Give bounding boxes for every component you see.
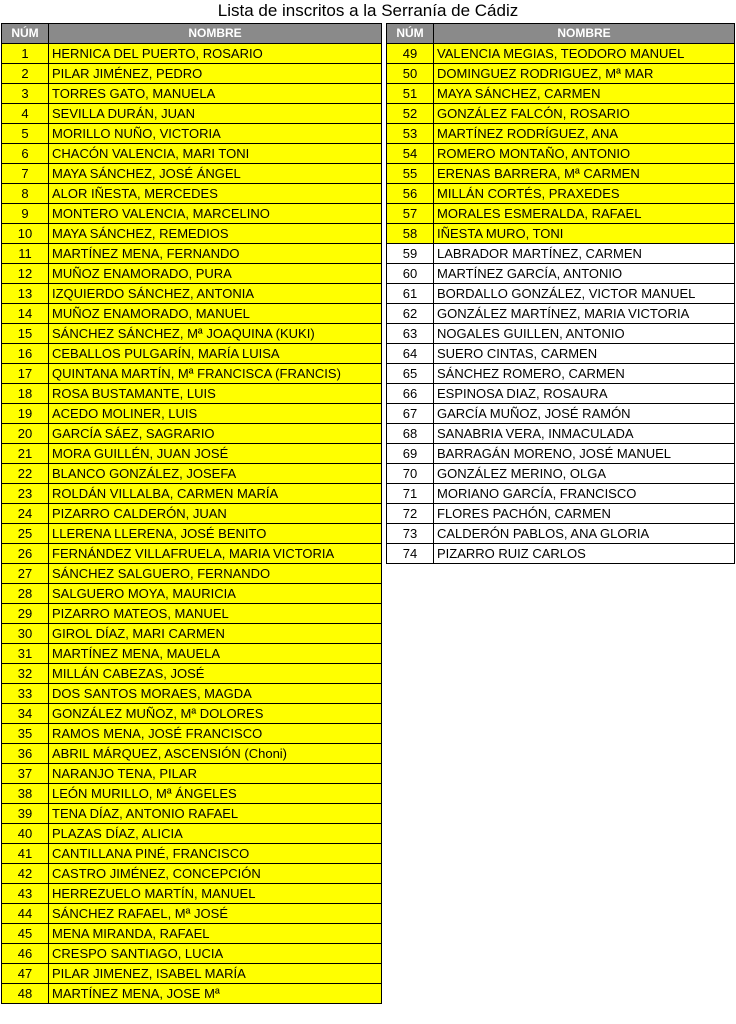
- table-row: [2, 204, 382, 224]
- registrant-name: ESPINOSA DIAZ, ROSAURA: [434, 384, 735, 404]
- registrant-name: MARTÍNEZ RODRÍGUEZ, ANA: [434, 124, 735, 144]
- row-number: 25: [2, 524, 49, 544]
- registrant-name: BLANCO GONZÁLEZ, JOSEFA: [49, 464, 382, 484]
- row-number: 44: [2, 904, 49, 924]
- table-row: [2, 264, 382, 284]
- row-number: 27: [2, 564, 49, 584]
- registrant-name: SALGUERO MOYA, MAURICIA: [49, 584, 382, 604]
- row-number: 30: [2, 624, 49, 644]
- name-column-header: NOMBRE: [49, 24, 382, 44]
- registrant-name: MUÑOZ ENAMORADO, PURA: [49, 264, 382, 284]
- table-row: [387, 284, 735, 304]
- table-row: [2, 244, 382, 264]
- row-number: 72: [387, 504, 434, 524]
- registrant-name: MAYA SÁNCHEZ, REMEDIOS: [49, 224, 382, 244]
- registrant-name: MENA MIRANDA, RAFAEL: [49, 924, 382, 944]
- registrant-name: GARCÍA MUÑOZ, JOSÉ RAMÓN: [434, 404, 735, 424]
- row-number: 62: [387, 304, 434, 324]
- registrant-name: RAMOS MENA, JOSÉ FRANCISCO: [49, 724, 382, 744]
- registrant-name: ROMERO MONTAÑO, ANTONIO: [434, 144, 735, 164]
- table-row: [2, 804, 382, 824]
- row-number: 58: [387, 224, 434, 244]
- table-row: [387, 144, 735, 164]
- registrant-name: LABRADOR MARTÍNEZ, CARMEN: [434, 244, 735, 264]
- row-number: 9: [2, 204, 49, 224]
- table-row: [2, 224, 382, 244]
- row-number: 39: [2, 804, 49, 824]
- table-row: [2, 824, 382, 844]
- registrant-name: FERNÁNDEZ VILLAFRUELA, MARIA VICTORIA: [49, 544, 382, 564]
- registrant-name: SÁNCHEZ ROMERO, CARMEN: [434, 364, 735, 384]
- registrant-name: CRESPO SANTIAGO, LUCIA: [49, 944, 382, 964]
- row-number: 33: [2, 684, 49, 704]
- row-number: 4: [2, 104, 49, 124]
- table-row: [2, 904, 382, 924]
- table-row: [387, 544, 735, 564]
- row-number: 71: [387, 484, 434, 504]
- table-row: [2, 184, 382, 204]
- table-body-right: [387, 44, 735, 564]
- registrant-name: GONZÁLEZ FALCÓN, ROSARIO: [434, 104, 735, 124]
- table-row: [2, 524, 382, 544]
- row-number: 35: [2, 724, 49, 744]
- registrant-name: SÁNCHEZ SALGUERO, FERNANDO: [49, 564, 382, 584]
- registrant-name: IÑESTA MURO, TONI: [434, 224, 735, 244]
- table-row: [2, 164, 382, 184]
- registrant-name: IZQUIERDO SÁNCHEZ, ANTONIA: [49, 284, 382, 304]
- registrant-name: ACEDO MOLINER, LUIS: [49, 404, 382, 424]
- registrant-name: LEÓN MURILLO, Mª ÁNGELES: [49, 784, 382, 804]
- table-row: [387, 524, 735, 544]
- registrant-name: PLAZAS DÍAZ, ALICIA: [49, 824, 382, 844]
- table-row: [2, 784, 382, 804]
- row-number: 20: [2, 424, 49, 444]
- table-row: [387, 224, 735, 244]
- registrant-name: PILAR JIMÉNEZ, PEDRO: [49, 64, 382, 84]
- table-row: [387, 484, 735, 504]
- registrant-name: HERREZUELO MARTÍN, MANUEL: [49, 884, 382, 904]
- row-number: 74: [387, 544, 434, 564]
- row-number: 15: [2, 324, 49, 344]
- row-number: 14: [2, 304, 49, 324]
- table-row: [2, 284, 382, 304]
- table-row: [387, 324, 735, 344]
- registrant-name: MARTÍNEZ MENA, JOSE Mª: [49, 984, 382, 1004]
- row-number: 24: [2, 504, 49, 524]
- table-row: [2, 864, 382, 884]
- row-number: 52: [387, 104, 434, 124]
- table-row: [2, 504, 382, 524]
- registrant-name: MORILLO NUÑO, VICTORIA: [49, 124, 382, 144]
- row-number: 26: [2, 544, 49, 564]
- table-row: [387, 344, 735, 364]
- registrant-name: GONZÁLEZ MUÑOZ, Mª DOLORES: [49, 704, 382, 724]
- row-number: 19: [2, 404, 49, 424]
- registrant-name: MORA GUILLÉN, JUAN JOSÉ: [49, 444, 382, 464]
- registrant-name: DOMINGUEZ RODRIGUEZ, Mª MAR: [434, 64, 735, 84]
- table-row: [2, 404, 382, 424]
- num-column-header: NÚM: [387, 24, 434, 44]
- row-number: 70: [387, 464, 434, 484]
- registrant-name: BARRAGÁN MORENO, JOSÉ MANUEL: [434, 444, 735, 464]
- row-number: 17: [2, 364, 49, 384]
- table-header-row: [387, 24, 735, 44]
- name-column-header: NOMBRE: [434, 24, 735, 44]
- row-number: 31: [2, 644, 49, 664]
- table-row: [2, 944, 382, 964]
- row-number: 7: [2, 164, 49, 184]
- table-row: [2, 424, 382, 444]
- row-number: 8: [2, 184, 49, 204]
- row-number: 2: [2, 64, 49, 84]
- row-number: 54: [387, 144, 434, 164]
- registrant-name: CASTRO JIMÉNEZ, CONCEPCIÓN: [49, 864, 382, 884]
- registrant-name: SÁNCHEZ SÁNCHEZ, Mª JOAQUINA (KUKI): [49, 324, 382, 344]
- row-number: 46: [2, 944, 49, 964]
- row-number: 3: [2, 84, 49, 104]
- registrant-name: MARTÍNEZ GARCÍA, ANTONIO: [434, 264, 735, 284]
- registrant-name: MONTERO VALENCIA, MARCELINO: [49, 204, 382, 224]
- table-body-left: [2, 44, 382, 1004]
- row-number: 10: [2, 224, 49, 244]
- registrant-name: FLORES PACHÓN, CARMEN: [434, 504, 735, 524]
- registrant-name: SÁNCHEZ RAFAEL, Mª JOSÉ: [49, 904, 382, 924]
- table-row: [2, 924, 382, 944]
- table-row: [2, 144, 382, 164]
- table-row: [2, 124, 382, 144]
- row-number: 1: [2, 44, 49, 64]
- row-number: 68: [387, 424, 434, 444]
- table-row: [387, 124, 735, 144]
- row-number: 66: [387, 384, 434, 404]
- registrant-name: MORIANO GARCÍA, FRANCISCO: [434, 484, 735, 504]
- row-number: 47: [2, 964, 49, 984]
- table-row: [2, 44, 382, 64]
- table-row: [2, 684, 382, 704]
- row-number: 56: [387, 184, 434, 204]
- table-header-row: [2, 24, 382, 44]
- row-number: 61: [387, 284, 434, 304]
- registrant-name: MAYA SÁNCHEZ, JOSÉ ÁNGEL: [49, 164, 382, 184]
- row-number: 69: [387, 444, 434, 464]
- row-number: 59: [387, 244, 434, 264]
- table-row: [2, 564, 382, 584]
- row-number: 18: [2, 384, 49, 404]
- table-row: [2, 84, 382, 104]
- registrant-name: MARTÍNEZ MENA, MAUELA: [49, 644, 382, 664]
- row-number: 55: [387, 164, 434, 184]
- row-number: 43: [2, 884, 49, 904]
- row-number: 41: [2, 844, 49, 864]
- table-row: [2, 364, 382, 384]
- registrant-name: LLERENA LLERENA, JOSÉ BENITO: [49, 524, 382, 544]
- registrant-name: ALOR IÑESTA, MERCEDES: [49, 184, 382, 204]
- table-row: [2, 964, 382, 984]
- registrant-name: SUERO CINTAS, CARMEN: [434, 344, 735, 364]
- row-number: 37: [2, 764, 49, 784]
- table-row: [2, 604, 382, 624]
- table-row: [2, 844, 382, 864]
- row-number: 67: [387, 404, 434, 424]
- registrant-name: BORDALLO GONZÁLEZ, VICTOR MANUEL: [434, 284, 735, 304]
- registrant-name: NARANJO TENA, PILAR: [49, 764, 382, 784]
- row-number: 13: [2, 284, 49, 304]
- registrant-name: GARCÍA SÁEZ, SAGRARIO: [49, 424, 382, 444]
- row-number: 34: [2, 704, 49, 724]
- registrant-name: CALDERÓN PABLOS, ANA GLORIA: [434, 524, 735, 544]
- registrant-name: ROSA BUSTAMANTE, LUIS: [49, 384, 382, 404]
- row-number: 45: [2, 924, 49, 944]
- registrant-name: PIZARRO MATEOS, MANUEL: [49, 604, 382, 624]
- table-row: [2, 984, 382, 1004]
- registrant-name: MILLÁN CABEZAS, JOSÉ: [49, 664, 382, 684]
- table-row: [2, 544, 382, 564]
- table-row: [387, 164, 735, 184]
- registrant-name: ERENAS BARRERA, Mª CARMEN: [434, 164, 735, 184]
- table-row: [387, 104, 735, 124]
- row-number: 11: [2, 244, 49, 264]
- registrant-name: NOGALES GUILLEN, ANTONIO: [434, 324, 735, 344]
- row-number: 29: [2, 604, 49, 624]
- table-row: [2, 464, 382, 484]
- row-number: 22: [2, 464, 49, 484]
- row-number: 6: [2, 144, 49, 164]
- table-row: [2, 584, 382, 604]
- registrant-name: GIROL DÍAZ, MARI CARMEN: [49, 624, 382, 644]
- table-row: [387, 464, 735, 484]
- registrants-table-left: [1, 23, 382, 1004]
- page-title: Lista de inscritos a la Serranía de Cádiz: [217, 1, 519, 20]
- table-row: [387, 84, 735, 104]
- registrant-name: TORRES GATO, MANUELA: [49, 84, 382, 104]
- registrant-name: PIZARRO RUIZ CARLOS: [434, 544, 735, 564]
- table-row: [387, 44, 735, 64]
- registrant-name: HERNICA DEL PUERTO, ROSARIO: [49, 44, 382, 64]
- table-row: [2, 384, 382, 404]
- registrant-name: MAYA SÁNCHEZ, CARMEN: [434, 84, 735, 104]
- row-number: 40: [2, 824, 49, 844]
- row-number: 63: [387, 324, 434, 344]
- table-row: [2, 304, 382, 324]
- row-number: 21: [2, 444, 49, 464]
- row-number: 73: [387, 524, 434, 544]
- row-number: 38: [2, 784, 49, 804]
- row-number: 49: [387, 44, 434, 64]
- table-row: [387, 184, 735, 204]
- registrant-name: VALENCIA MEGIAS, TEODORO MANUEL: [434, 44, 735, 64]
- row-number: 50: [387, 64, 434, 84]
- table-row: [387, 204, 735, 224]
- table-row: [387, 424, 735, 444]
- registrant-name: MUÑOZ ENAMORADO, MANUEL: [49, 304, 382, 324]
- row-number: 64: [387, 344, 434, 364]
- table-row: [387, 64, 735, 84]
- registrant-name: SEVILLA DURÁN, JUAN: [49, 104, 382, 124]
- registrant-name: CEBALLOS PULGARÍN, MARÍA LUISA: [49, 344, 382, 364]
- registrant-name: DOS SANTOS MORAES, MAGDA: [49, 684, 382, 704]
- table-row: [2, 104, 382, 124]
- row-number: 12: [2, 264, 49, 284]
- table-row: [2, 884, 382, 904]
- registrant-name: MORALES ESMERALDA, RAFAEL: [434, 204, 735, 224]
- registrant-name: PIZARRO CALDERÓN, JUAN: [49, 504, 382, 524]
- table-row: [387, 304, 735, 324]
- table-row: [387, 244, 735, 264]
- table-row: [2, 64, 382, 84]
- row-number: 42: [2, 864, 49, 884]
- registrant-name: SANABRIA VERA, INMACULADA: [434, 424, 735, 444]
- table-row: [387, 404, 735, 424]
- row-number: 36: [2, 744, 49, 764]
- registrant-name: CHACÓN VALENCIA, MARI TONI: [49, 144, 382, 164]
- table-row: [387, 504, 735, 524]
- table-row: [387, 264, 735, 284]
- row-number: 60: [387, 264, 434, 284]
- table-row: [2, 704, 382, 724]
- registrant-name: CANTILLANA PINÉ, FRANCISCO: [49, 844, 382, 864]
- row-number: 32: [2, 664, 49, 684]
- row-number: 16: [2, 344, 49, 364]
- registrants-table-right: [386, 23, 735, 564]
- table-row: [2, 724, 382, 744]
- row-number: 65: [387, 364, 434, 384]
- row-number: 5: [2, 124, 49, 144]
- table-row: [2, 484, 382, 504]
- table-row: [2, 644, 382, 664]
- row-number: 28: [2, 584, 49, 604]
- table-row: [387, 384, 735, 404]
- table-row: [2, 344, 382, 364]
- row-number: 57: [387, 204, 434, 224]
- table-row: [387, 364, 735, 384]
- registrant-name: GONZÁLEZ MERINO, OLGA: [434, 464, 735, 484]
- row-number: 48: [2, 984, 49, 1004]
- registrant-name: PILAR JIMENEZ, ISABEL MARÍA: [49, 964, 382, 984]
- row-number: 51: [387, 84, 434, 104]
- table-row: [2, 324, 382, 344]
- table-row: [2, 624, 382, 644]
- table-row: [387, 444, 735, 464]
- row-number: 23: [2, 484, 49, 504]
- num-column-header: NÚM: [2, 24, 49, 44]
- registrant-name: QUINTANA MARTÍN, Mª FRANCISCA (FRANCIS): [49, 364, 382, 384]
- registrant-name: ROLDÁN VILLALBA, CARMEN MARÍA: [49, 484, 382, 504]
- registrant-name: ABRIL MÁRQUEZ, ASCENSIÓN (Choni): [49, 744, 382, 764]
- registrant-name: TENA DÍAZ, ANTONIO RAFAEL: [49, 804, 382, 824]
- registrant-name: MILLÁN CORTÉS, PRAXEDES: [434, 184, 735, 204]
- table-row: [2, 664, 382, 684]
- table-row: [2, 764, 382, 784]
- registrant-name: MARTÍNEZ MENA, FERNANDO: [49, 244, 382, 264]
- table-row: [2, 444, 382, 464]
- registrant-name: GONZÁLEZ MARTÍNEZ, MARIA VICTORIA: [434, 304, 735, 324]
- row-number: 53: [387, 124, 434, 144]
- table-row: [2, 744, 382, 764]
